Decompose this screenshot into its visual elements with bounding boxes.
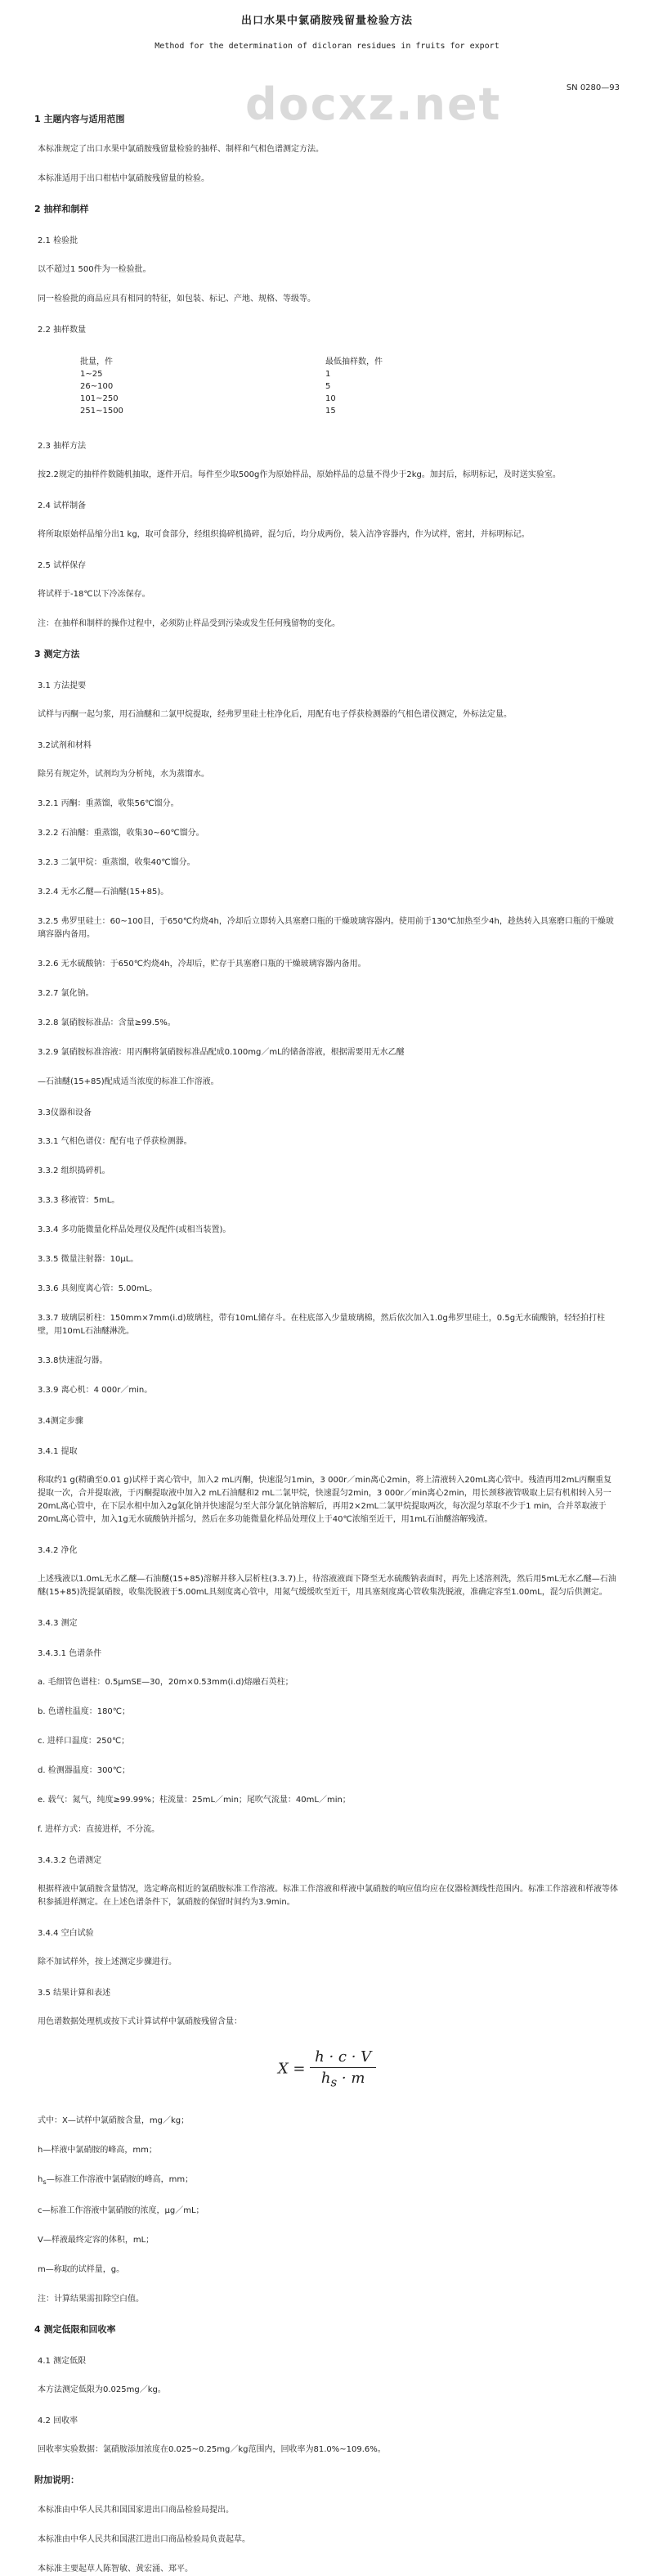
subsection-heading: 3.4测定步骤 xyxy=(38,1417,83,1426)
paragraph: 本标准适用于出口柑桔中氯硝胺残留量的检验。 xyxy=(38,174,209,183)
subsection-heading: 3.1 方法提要 xyxy=(38,681,87,690)
instrument-item: 3.3.9 离心机：4 000r／min。 xyxy=(38,1386,153,1395)
subsection-heading: 2.1 检验批 xyxy=(38,236,78,245)
variable-definition: c—标准工作溶液中氯硝胺的浓度，μg／mL； xyxy=(38,2205,204,2215)
table-header-cell: 最低抽样数，件 xyxy=(325,357,383,366)
subsection-heading: 3.4.3 测定 xyxy=(38,1619,78,1628)
instrument-item: 3.3.5 微量注射器：10μL。 xyxy=(38,1255,139,1264)
table-cell: 1 xyxy=(325,370,331,379)
subsection-heading: 3.4.3.2 色谱测定 xyxy=(38,1856,102,1865)
subsection-heading: 3.4.2 净化 xyxy=(38,1546,78,1555)
table-header-row xyxy=(80,353,538,368)
paragraph: 本标准由中华人民共和国湛江进出口商品检验局负责起草。 xyxy=(38,2534,250,2544)
table-cell: 5 xyxy=(325,382,331,391)
table-cell: 26~100 xyxy=(80,382,114,391)
variable-definition: 式中：X—试样中氯硝胺含量，mg／kg； xyxy=(38,2115,190,2125)
table-cell: 101~250 xyxy=(80,394,119,403)
paragraph: 除另有规定外，试剂均为分析纯，水为蒸馏水。 xyxy=(38,770,209,779)
variable-definition: h—样液中氯硝胺的峰高，mm； xyxy=(38,2145,157,2155)
subsection-heading: 2.4 试样制备 xyxy=(38,501,87,510)
paragraph: 注：在抽样和制样的操作过程中，必须防止样品受到污染或发生任何残留物的变化。 xyxy=(38,619,340,628)
reagent-item: 3.2.1 丙酮：重蒸馏，收集56℃馏分。 xyxy=(38,799,179,808)
table-row xyxy=(80,380,538,393)
instrument-item: 3.3.2 组织捣碎机。 xyxy=(38,1167,110,1176)
table-cell: 251~1500 xyxy=(80,407,123,416)
paragraph: 本标准规定了出口水果中氯硝胺残留量检验的抽样、制样和气相色谱测定方法。 xyxy=(38,145,324,154)
section-heading: 4 测定低限和回收率 xyxy=(34,2323,116,2335)
formula-lhs: X = xyxy=(277,2060,311,2078)
reagent-item: 3.2.5 弗罗里硅土：60~100目，于650℃灼烧4h，冷却后立即转入具塞磨口瓶的干燥玻璃容器内。使用前于130℃加热至少4h，趁热转入具塞磨口瓶的干燥玻璃容器内备用。 xyxy=(38,917,614,939)
reagent-item: 3.2.8 氯硝胺标准品：含量≥99.5%。 xyxy=(38,1018,176,1027)
watermark: docxz.net xyxy=(245,79,502,130)
variable-definition xyxy=(38,2174,620,2188)
condition-item: f. 进样方式：直接进样，不分流。 xyxy=(38,1825,160,1834)
section-heading: 2 抽样和制样 xyxy=(34,204,89,214)
variable-text: —标准工作溶液中氯硝胺的峰高，mm； xyxy=(46,2174,194,2184)
paragraph: 试样与丙酮一起匀浆，用石油醚和二氯甲烷提取，经弗罗里硅土柱净化后，用配有电子俘获检测器的气相色谱仪测定，外标法定量。 xyxy=(38,710,512,719)
table-row xyxy=(80,405,538,417)
reagent-item: 3.2.3 二氯甲烷：重蒸馏，收集40℃馏分。 xyxy=(38,858,195,867)
paragraph: —石油醚(15+85)配成适当浓度的标准工作溶液。 xyxy=(38,1077,219,1086)
paragraph: 将试样于-18℃以下冷冻保存。 xyxy=(38,590,150,599)
subsection-heading: 4.1 测定低限 xyxy=(38,2356,87,2366)
subsection-heading: 3.4.3.1 色谱条件 xyxy=(38,1649,102,1658)
paragraph: 本方法测定低限为0.025mg／kg。 xyxy=(38,2385,166,2394)
paragraph: 回收率实验数据：氯硝胺添加浓度在0.025~0.25mg／kg范围内，回收率为81.0%~109.6%。 xyxy=(38,2444,386,2454)
condition-item: d. 检测器温度：300℃； xyxy=(38,1766,131,1775)
condition-item: c. 进样口温度：250℃； xyxy=(38,1737,130,1746)
condition-item: b. 色谱柱温度：180℃； xyxy=(38,1707,131,1716)
instrument-item: 3.3.1 气相色谱仪：配有电子俘获检测器。 xyxy=(38,1137,192,1146)
subsection-heading: 2.3 抽样方法 xyxy=(38,442,87,451)
condition-item: e. 载气：氮气，纯度≥99.99%；柱流量：25mL／min；尾吹气流量：40mL／min； xyxy=(38,1796,351,1805)
subsection-heading: 4.2 回收率 xyxy=(38,2416,78,2425)
subsection-heading: 3.5 结果计算和表述 xyxy=(38,1989,111,1998)
subsection-heading: 2.2 抽样数量 xyxy=(38,326,87,335)
table-cell: 15 xyxy=(325,407,336,416)
paragraph: 按2.2规定的抽样件数随机抽取，逐件开启。每件至少取500g作为原始样品，原始样品的总量不得少于2kg。加封后，标明标记，及时送实验室。 xyxy=(38,470,561,479)
table-row xyxy=(80,368,538,380)
document-title: 出口水果中氯硝胺残留量检验方法 xyxy=(240,15,413,27)
formula-numerator: h · c · V xyxy=(310,2048,376,2068)
instrument-item: 3.3.3 移液管：5mL。 xyxy=(38,1196,120,1205)
variable-subscript: s xyxy=(43,2177,47,2186)
subsection-heading: 3.4.1 提取 xyxy=(38,1447,78,1456)
document-subtitle: Method for the determination of dicloran residues in fruits for export xyxy=(155,42,499,51)
paragraph: 称取约1 g(精确至0.01 g)试样于离心管中，加入2 mL丙酮，快速混匀1min，3 000r／min离心2min，将上清液转入20mL离心管中。残渣再用2mL丙酮重复提取一次，合并提取液，于丙酮提取液中加入2 mL石油醚和2 mL二氯甲烷，快速混匀2min，3 000r／min离心2min，用长颈移液管吸取上层有机相转入另一20mL离心管中，在下层水相中加入2g氯化钠并快速混匀至大部分氯化钠溶解后，再用2×2mL二氯甲烷提取两次，每次混匀萃取不少于1 min，合并萃取液于20mL离心管中，加入1g无水硫酸钠并摇匀，然后在多功能微量化样品处理仪上于40℃浓缩至近干，用1mL石油醚溶解残渣。 xyxy=(38,1476,612,1524)
standard-code: SN 0280—93 xyxy=(566,83,620,92)
variable-definition: m—称取的试样量，g。 xyxy=(38,2264,125,2274)
variable-definition: V—样液最终定容的体积，mL； xyxy=(38,2235,155,2245)
paragraph: 除不加试样外，按上述测定步骤进行。 xyxy=(38,1958,177,1967)
reagent-item: 3.2.9 氯硝胺标准溶液：用丙酮将氯硝胺标准品配成0.100mg／mL的储备溶液，根据需要用无水乙醚 xyxy=(38,1048,405,1057)
formula-denominator xyxy=(310,2068,376,2090)
section-heading: 1 主题内容与适用范围 xyxy=(34,114,125,124)
paragraph: 以不超过1 500件为一检验批。 xyxy=(38,265,151,274)
subsection-heading: 3.2试剂和材料 xyxy=(38,741,92,750)
paragraph: 用色谱数据处理机或按下式计算试样中氯硝胺残留含量： xyxy=(38,2017,242,2026)
formula-den-var: h xyxy=(320,2070,331,2087)
formula-fraction xyxy=(310,2048,376,2090)
reagent-item: 3.2.4 无水乙醚—石油醚(15+85)。 xyxy=(38,888,169,897)
table-cell: 10 xyxy=(325,394,336,403)
table-row xyxy=(80,393,538,405)
paragraph: 本标准由中华人民共和国国家进出口商品检验局提出。 xyxy=(38,2505,234,2515)
paragraph: 本标准主要起草人陈智敏、黄宏涌、郑平。 xyxy=(38,2564,193,2574)
section-heading: 3 测定方法 xyxy=(34,649,80,659)
reagent-item: 3.2.6 无水硫酸钠：于650℃灼烧4h，冷却后，贮存于具塞磨口瓶的干燥玻璃容器内备用。 xyxy=(38,960,366,969)
instrument-item: 3.3.7 玻璃层析柱：150mm×7mm(i.d)玻璃柱，带有10mL储存斗。在柱底部入少量玻璃棉，然后依次加入1.0g弗罗里硅土，0.5g无水硫酸钠，轻轻拍打柱壁，用10mL石油醚淋洗。 xyxy=(38,1314,606,1336)
reagent-item: 3.2.7 氯化钠。 xyxy=(38,989,94,998)
paragraph: 上述残液以1.0mL无水乙醚—石油醚(15+85)溶解并移入层析柱(3.3.7)上，待溶液液面下降至无水硫酸钠表面时，再先上述溶剂洗，然后用5mL无水乙醚—石油醚(15+85)洗提氯硝胺，收集洗脱液于5.00mL具刻度离心管中，用氮气缓缓吹至近干，用具塞刻度离心管收集洗脱液，准确定容至1.00mL，混匀后供测定。 xyxy=(38,1575,616,1597)
subsection-heading: 3.3仪器和设备 xyxy=(38,1108,92,1117)
appendix-heading: 附加说明： xyxy=(34,2474,79,2485)
instrument-item: 3.3.6 具刻度离心管：5.00mL。 xyxy=(38,1284,158,1293)
formula-den-subscript: s xyxy=(330,2075,338,2090)
subsection-heading: 3.4.4 空白试验 xyxy=(38,1929,94,1938)
sampling-table xyxy=(80,353,538,417)
paragraph: 根据样液中氯硝胺含量情况，选定峰高相近的氯硝胺标准工作溶液。标准工作溶液和样液中氯硝胺的响应值均应在仪器检测线性范围内。标准工作溶液和样液等体积参插进样测定。在上述色谱条件下，氯硝胺的保留时间约为3.9min。 xyxy=(38,1885,618,1907)
subsection-heading: 2.5 试样保存 xyxy=(38,561,87,570)
instrument-item: 3.3.8快速混匀器。 xyxy=(38,1356,108,1365)
instrument-item: 3.3.4 多功能微量化样品处理仪及配件(或相当装置)。 xyxy=(38,1225,231,1234)
formula-den-tail: · m xyxy=(337,2070,365,2087)
variable-symbol: h xyxy=(38,2174,43,2184)
paragraph: 将所取原始样品缩分出1 kg，取可食部分，经组织捣碎机捣碎，混匀后，均分成两份，装入洁净容器内，作为试样，密封，并标明标记。 xyxy=(38,530,530,539)
condition-item: a. 毛细管色谱柱：0.5μmSE—30，20m×0.53mm(i.d)熔融石英柱； xyxy=(38,1678,293,1687)
table-header-cell: 批量，件 xyxy=(80,357,113,366)
reagent-item: 3.2.2 石油醚：重蒸馏，收集30~60℃馏分。 xyxy=(38,829,204,838)
table-cell: 1~25 xyxy=(80,370,103,379)
calculation-formula xyxy=(34,2048,620,2090)
paragraph: 注：计算结果需扣除空白值。 xyxy=(38,2294,144,2304)
paragraph: 同一检验批的商品应具有相同的特征，如包装、标记、产地、规格、等级等。 xyxy=(38,294,316,303)
